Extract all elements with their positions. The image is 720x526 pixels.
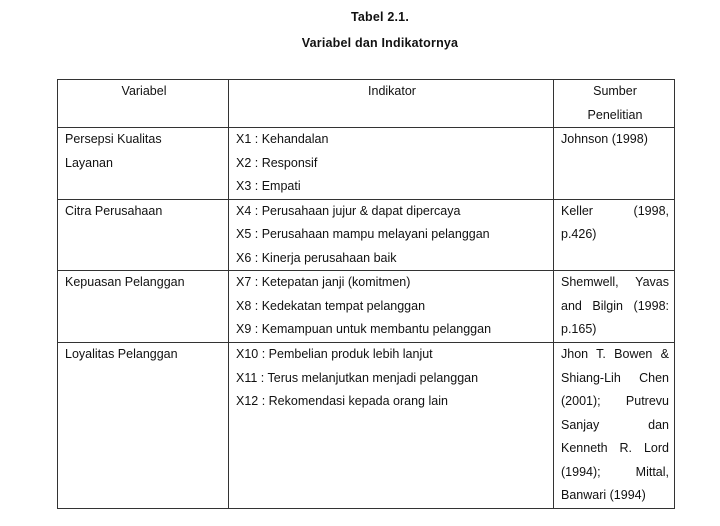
- table-row: [58, 343, 675, 509]
- header-sumber: [554, 80, 675, 128]
- indikator-line: X4 : Perusahaan jujur & dapat dipercaya: [236, 203, 461, 218]
- cell-sumber: [554, 199, 675, 271]
- table-header-row: [58, 80, 675, 128]
- indikator-line: X2 : Responsif: [236, 155, 318, 170]
- header-variabel: Variabel: [58, 80, 229, 128]
- table-row: [58, 128, 675, 200]
- sumber-line: Shemwell, Yavas: [561, 275, 669, 289]
- table-title: Variabel dan Indikatornya: [301, 36, 459, 50]
- sumber-line: (1994); Mittal,: [561, 464, 669, 479]
- indikator-line: X3 : Empati: [236, 179, 301, 193]
- sumber-line: Keller (1998,: [561, 203, 669, 218]
- sumber-line: Banwari (1994): [561, 488, 646, 502]
- header-indikator: Indikator: [229, 80, 554, 128]
- indikator-line: X7 : Ketepatan janji (komitmen): [236, 275, 411, 289]
- cell-indikator: [229, 271, 554, 343]
- cell-sumber: [554, 128, 675, 200]
- indikator-line: X11 : Terus melanjutkan menjadi pelanggan: [236, 370, 479, 385]
- table-row: [58, 199, 675, 271]
- indikator-line: X10 : Pembelian produk lebih lanjut: [236, 347, 433, 361]
- cell-indikator: [229, 343, 554, 509]
- sumber-line: (2001); Putrevu: [561, 394, 669, 408]
- cell-variabel: [58, 271, 229, 343]
- table-row: [58, 271, 675, 343]
- sumber-line: Jhon T. Bowen &: [561, 347, 669, 361]
- cell-sumber: [554, 271, 675, 343]
- variabel-line: Citra Perusahaan: [65, 203, 163, 218]
- cell-indikator: [229, 128, 554, 200]
- cell-sumber: [554, 343, 675, 509]
- indikator-line: X8 : Kedekatan tempat pelanggan: [236, 298, 426, 313]
- header-sumber-line2: Penelitian: [587, 107, 643, 122]
- variabel-line: Persepsi Kualitas: [65, 132, 162, 146]
- variabel-line: Kepuasan Pelanggan: [65, 275, 185, 289]
- variabel-line: Layanan: [65, 155, 113, 170]
- sumber-line: p.426): [561, 227, 597, 241]
- table-number: Tabel 2.1.: [350, 10, 410, 24]
- indikator-line: X12 : Rekomendasi kepada orang lain: [236, 394, 448, 408]
- variables-table: [57, 79, 675, 509]
- sumber-line: Sanjay dan: [561, 417, 669, 432]
- indikator-line: X9 : Kemampuan untuk membantu pelanggan: [236, 322, 492, 336]
- cell-variabel: [58, 199, 229, 271]
- indikator-line: X5 : Perusahaan mampu melayani pelanggan: [236, 227, 490, 241]
- header-sumber-line1: Sumber: [593, 84, 637, 98]
- cell-indikator: [229, 199, 554, 271]
- indikator-line: X6 : Kinerja perusahaan baik: [236, 250, 397, 265]
- sumber-line: Kenneth R. Lord: [561, 441, 669, 455]
- sumber-line: Shiang-Lih Chen: [561, 370, 669, 385]
- variabel-line: Loyalitas Pelanggan: [65, 347, 178, 361]
- cell-variabel: [58, 343, 229, 509]
- indikator-line: X1 : Kehandalan: [236, 132, 329, 146]
- cell-variabel: [58, 128, 229, 200]
- sumber-line: Johnson (1998): [561, 132, 648, 146]
- sumber-line: and Bilgin (1998:: [561, 298, 669, 313]
- sumber-line: p.165): [561, 322, 597, 336]
